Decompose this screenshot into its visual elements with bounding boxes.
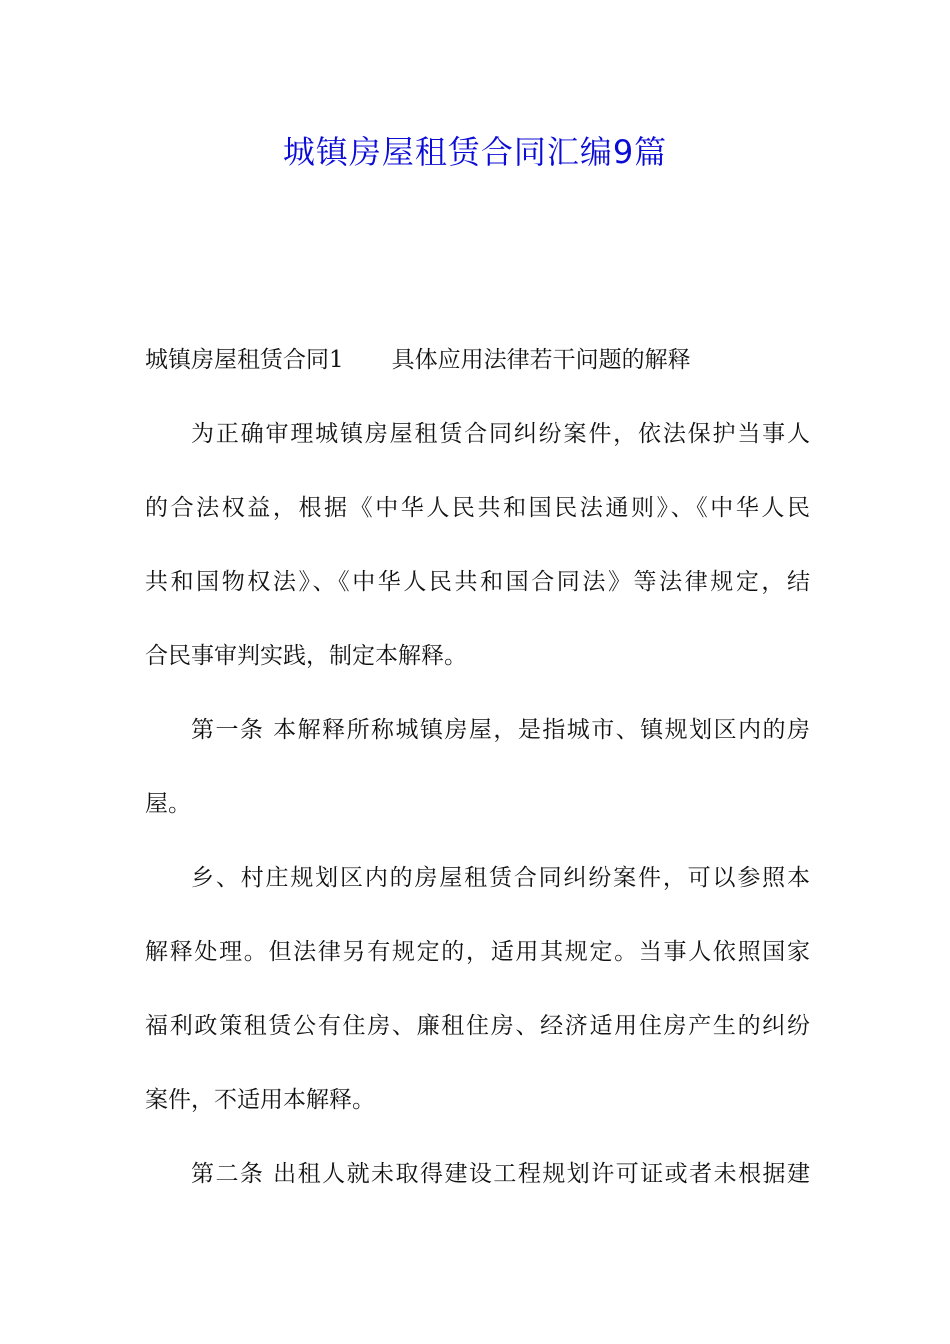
text-line-7: 乡、村庄规划区内的房屋租赁合同纠纷案件，可以参照本 [191, 865, 810, 891]
text-line-10: 案件，不适用本解释。 [145, 1087, 375, 1113]
document-body [145, 335, 810, 1223]
section-heading [145, 335, 810, 409]
text-line-9: 福利政策租赁公有住房、廉租住房、经济适用住房产生的纠纷 [145, 1013, 810, 1039]
text-line-1: 为正确审理城镇房屋租赁合同纠纷案件，依法保护当事人 [191, 421, 810, 447]
text-line-6: 屋。 [145, 791, 191, 817]
section-heading-right: 具体应用法律若干问题的解释 [391, 347, 691, 373]
document-title: 城镇房屋租赁合同汇编9篇 [282, 133, 668, 171]
text-line-2: 的合法权益，根据《中华人民共和国民法通则》、《中华人民 [145, 495, 810, 521]
text-line-3: 共和国物权法》、《中华人民共和国合同法》等法律规定，结 [145, 569, 810, 595]
text-line-5: 第一条 本解释所称城镇房屋，是指城市、镇规划区内的房 [191, 717, 810, 743]
text-line-4: 合民事审判实践，制定本解释。 [145, 643, 467, 669]
text-line-8: 解释处理。但法律另有规定的，适用其规定。当事人依照国家 [145, 939, 810, 965]
section-heading-left: 城镇房屋租赁合同1 [145, 347, 344, 373]
text-line-11: 第二条 出租人就未取得建设工程规划许可证或者未根据建 [191, 1161, 810, 1187]
